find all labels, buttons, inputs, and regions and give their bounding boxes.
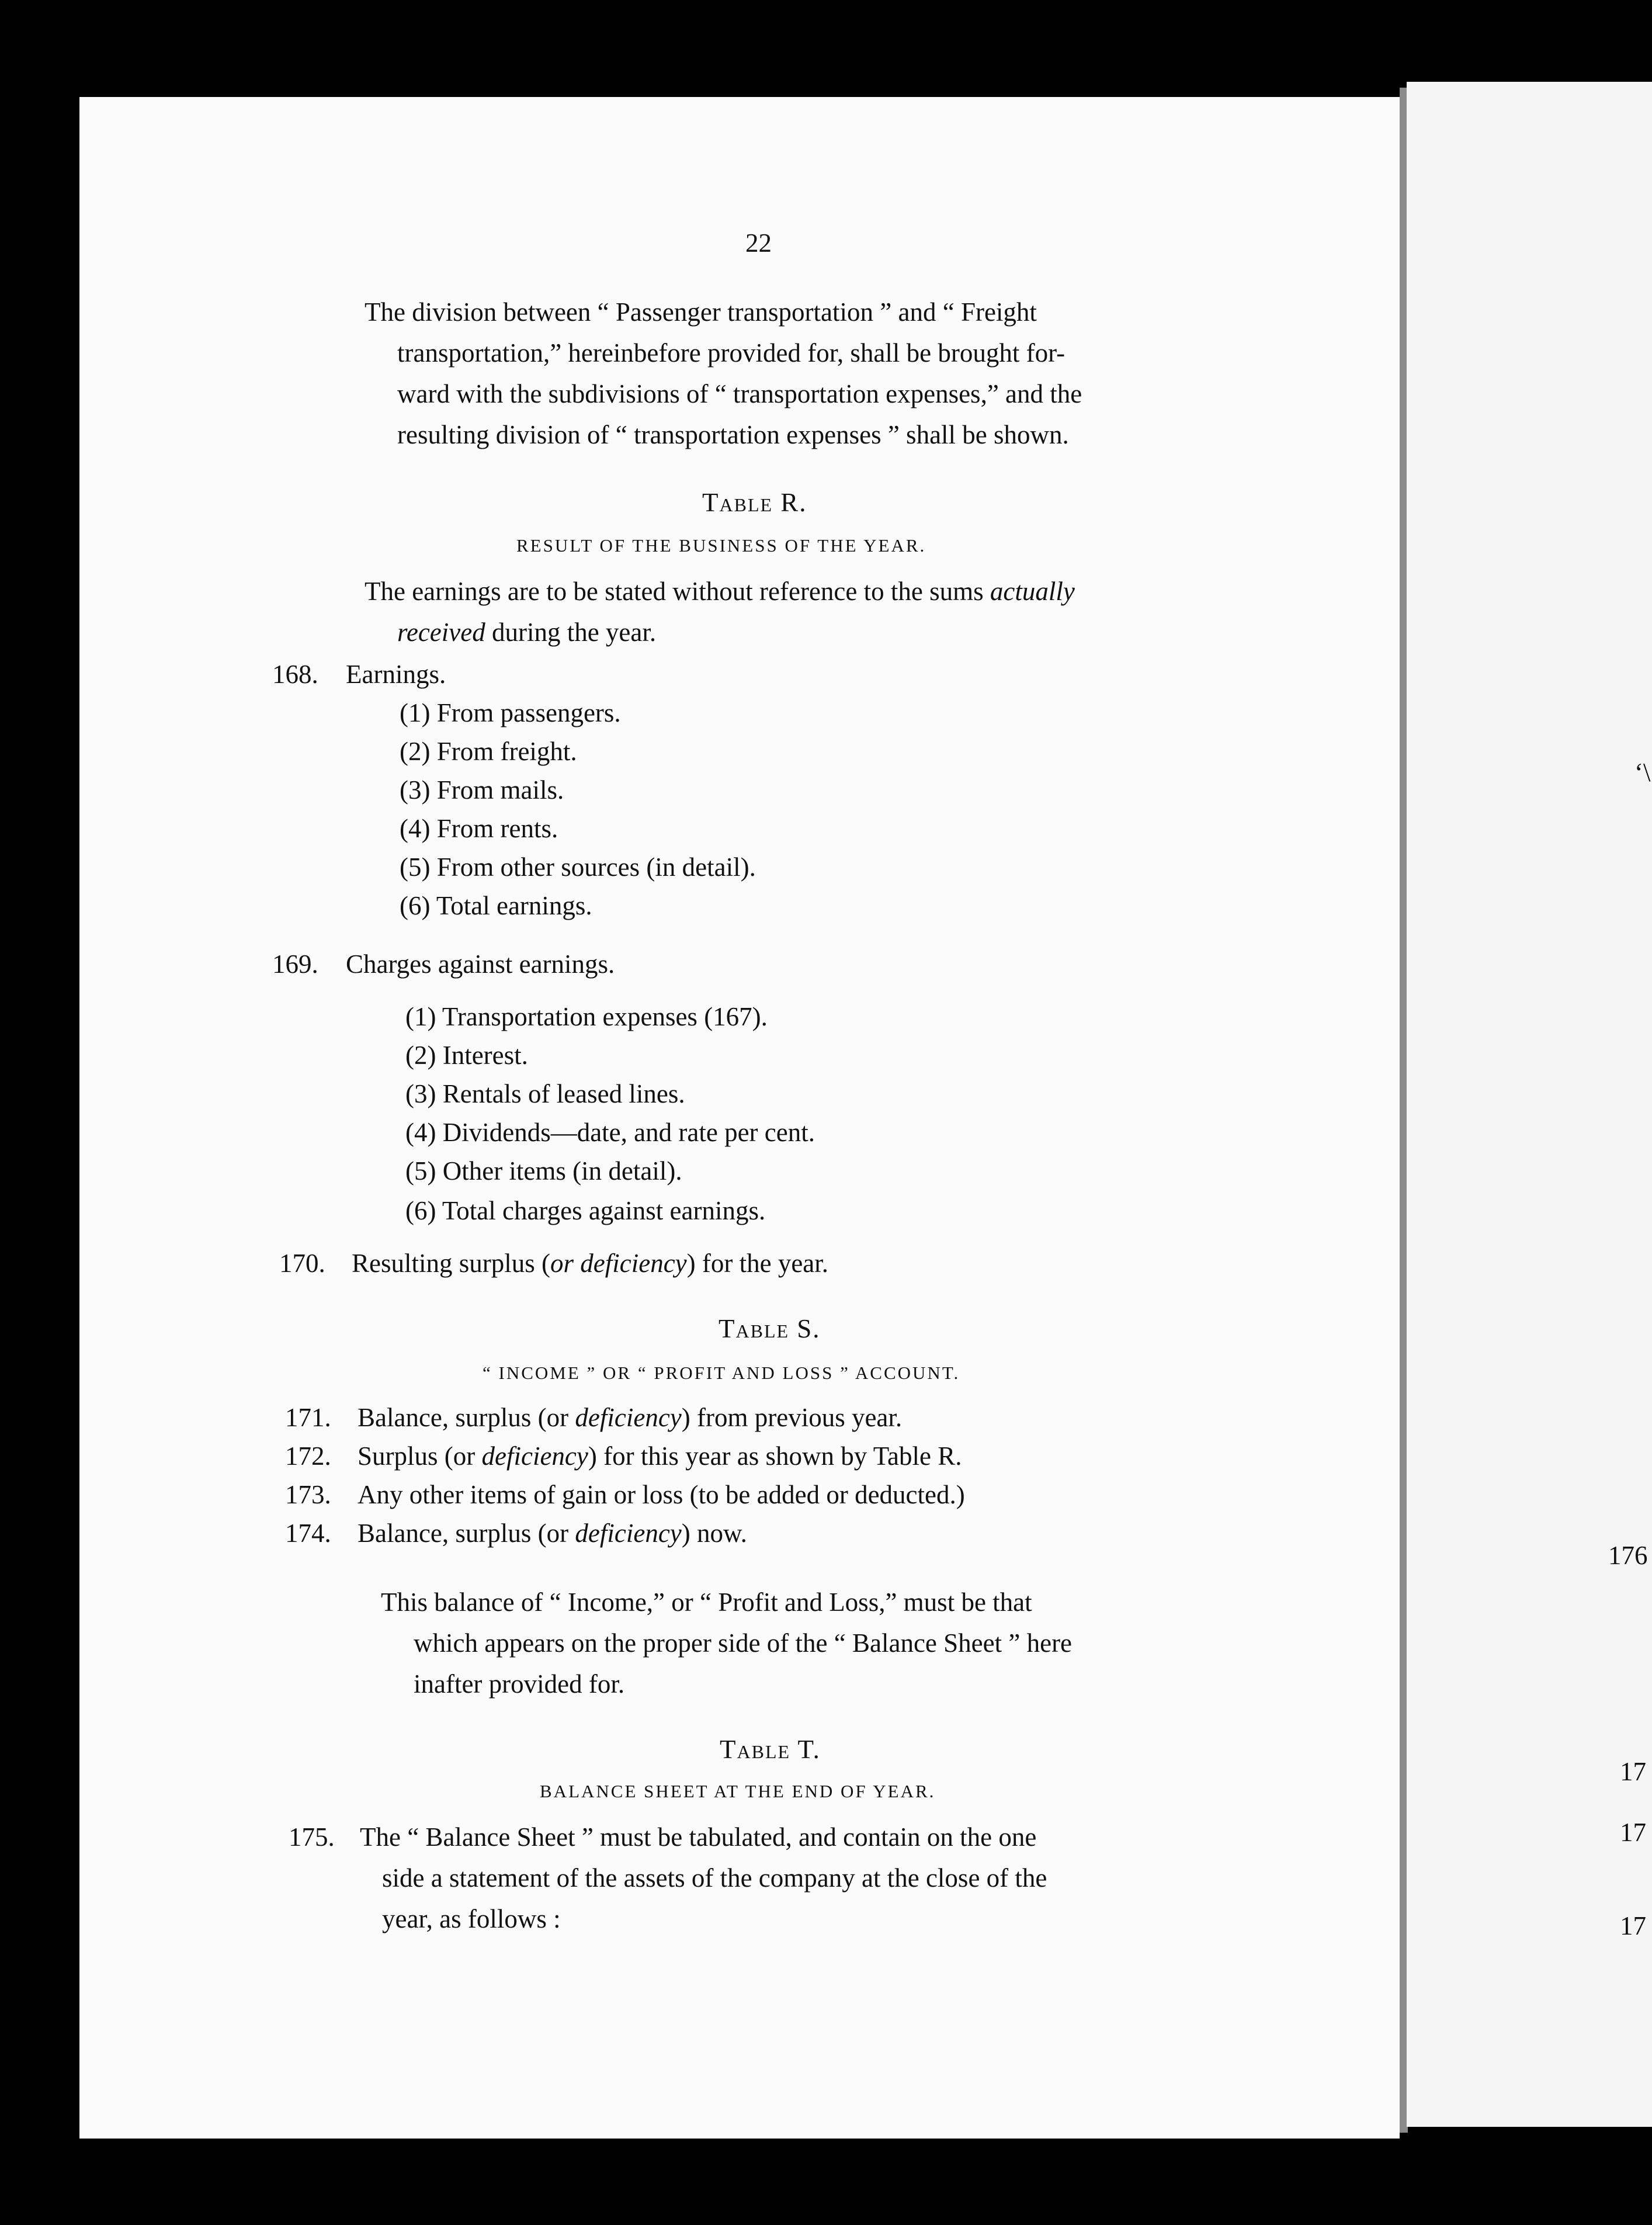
- list-item: (4) From rents.: [400, 814, 558, 843]
- facing-page-fragment: 176: [1608, 1541, 1648, 1570]
- item-text: The “ Balance Sheet ” must be tabulated, and contain on the one: [360, 1822, 1037, 1852]
- page-number: 22: [745, 228, 772, 258]
- item-text: Resulting surplus (or deficiency) for the year.: [352, 1249, 829, 1278]
- facing-page-fragment: ‘\: [1634, 758, 1651, 787]
- intro-line: ward with the subdivisions of “ transportation expenses,” and the: [397, 379, 1082, 408]
- item-number: 171.: [285, 1403, 331, 1432]
- list-item: (6) Total charges against earnings.: [405, 1196, 766, 1225]
- table-r-note-line: received during the year.: [397, 618, 657, 647]
- item-number: 170.: [279, 1249, 325, 1278]
- facing-page-fragment: 17: [1620, 1911, 1646, 1940]
- item-text: year, as follows :: [382, 1904, 561, 1933]
- list-item: (1) From passengers.: [400, 698, 621, 727]
- table-t-title: Table T.: [720, 1735, 821, 1764]
- table-s-title: Table S.: [719, 1314, 821, 1343]
- table-t-subtitle: BALANCE SHEET AT THE END OF YEAR.: [540, 1781, 936, 1801]
- intro-line: The division between “ Passenger transportation ” and “ Freight: [365, 297, 1037, 327]
- list-item: (5) Other items (in detail).: [405, 1156, 682, 1186]
- list-item: (3) From mails.: [400, 775, 564, 805]
- list-item: (6) Total earnings.: [400, 891, 592, 920]
- table-s-note-line: inafter provided for.: [414, 1669, 625, 1699]
- facing-page: [1407, 82, 1652, 2127]
- item-number: 174.: [285, 1519, 331, 1548]
- table-r-subtitle: RESULT OF THE BUSINESS OF THE YEAR.: [516, 535, 926, 556]
- facing-page-fragment: 17: [1620, 1757, 1646, 1786]
- table-r-title: Table R.: [702, 488, 807, 517]
- item-text: side a statement of the assets of the company at the close of the: [382, 1863, 1047, 1893]
- item-label: Charges against earnings.: [346, 949, 615, 979]
- item-number: 175.: [289, 1822, 335, 1852]
- list-item: (4) Dividends—date, and rate per cent.: [405, 1118, 815, 1147]
- facing-page-fragment: 17: [1620, 1818, 1646, 1847]
- item-text: Surplus (or deficiency) for this year as shown by Table R.: [358, 1441, 962, 1471]
- list-item: (3) Rentals of leased lines.: [405, 1079, 685, 1108]
- table-s-note-line: This balance of “ Income,” or “ Profit and Loss,” must be that: [381, 1588, 1032, 1617]
- list-item: (5) From other sources (in detail).: [400, 852, 756, 882]
- table-s-subtitle: “ INCOME ” OR “ PROFIT AND LOSS ” ACCOUNT.: [483, 1363, 960, 1383]
- document-page: [79, 97, 1400, 2139]
- item-number: 168.: [272, 660, 318, 689]
- table-s-note-line: which appears on the proper side of the “ Balance Sheet ” here: [414, 1628, 1073, 1658]
- list-item: (1) Transportation expenses (167).: [405, 1002, 768, 1031]
- intro-line: resulting division of “ transportation expenses ” shall be shown.: [397, 420, 1069, 449]
- intro-line: transportation,” hereinbefore provided for, shall be brought for-: [397, 338, 1066, 368]
- table-r-note-line: The earnings are to be stated without reference to the sums actually: [365, 577, 1075, 606]
- item-text: Any other items of gain or loss (to be added or deducted.): [358, 1480, 965, 1509]
- item-label: Earnings.: [346, 660, 446, 689]
- item-text: Balance, surplus (or deficiency) from previous year.: [358, 1403, 903, 1432]
- item-text: Balance, surplus (or deficiency) now.: [358, 1519, 747, 1548]
- list-item: (2) From freight.: [400, 737, 577, 766]
- list-item: (2) Interest.: [405, 1041, 528, 1070]
- item-number: 173.: [285, 1480, 331, 1509]
- item-number: 172.: [285, 1441, 331, 1471]
- item-number: 169.: [272, 949, 318, 979]
